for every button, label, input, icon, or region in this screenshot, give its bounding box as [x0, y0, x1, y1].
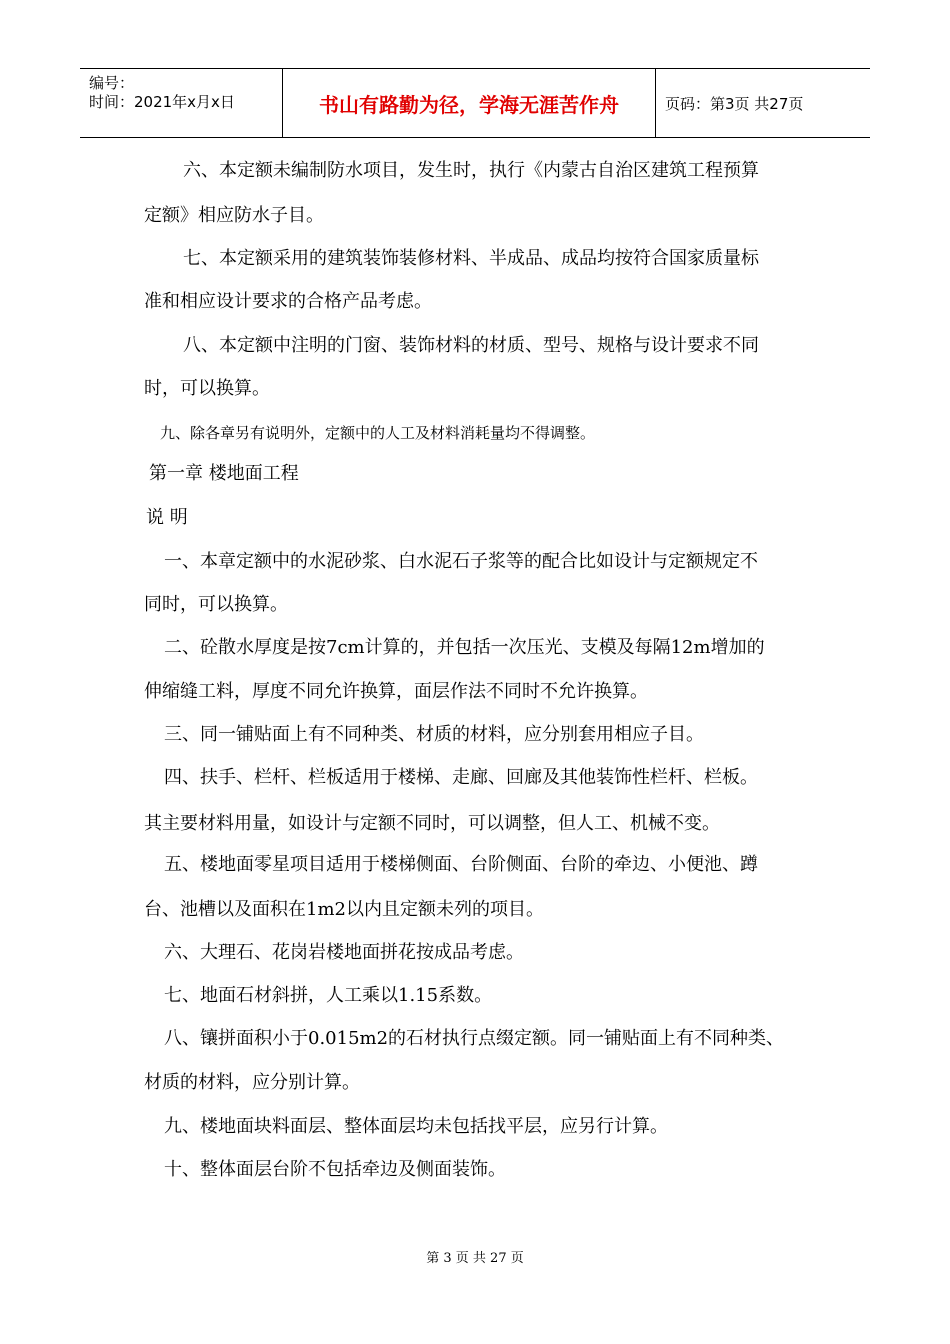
paragraph-line: 九、除各章另有说明外，定额中的人工及材料消耗量均不得调整。 [160, 424, 596, 442]
paragraph-line: 八、本定额中注明的门窗、装饰材料的材质、型号、规格与设计要求不同 [183, 335, 759, 356]
paragraph-line: 六、本定额未编制防水项目，发生时，执行《内蒙古自治区建筑工程预算 [183, 160, 759, 181]
chapter-title: 第一章 楼地面工程 [149, 463, 299, 484]
page-footer: 第 3 页 共 27 页 [426, 1251, 524, 1266]
section-heading: 说 明 [146, 507, 188, 528]
paragraph-line: 五、楼地面零星项目适用于楼梯侧面、台阶侧面、台阶的牵边、小便池、蹲 [164, 854, 758, 875]
paragraph-line: 其主要材料用量，如设计与定额不同时，可以调整，但人工、机械不变。 [144, 813, 720, 834]
paragraph-line: 九、楼地面块料面层、整体面层均未包括找平层，应另行计算。 [164, 1116, 668, 1137]
paragraph-line: 七、地面石材斜拼，人工乘以1.15系数。 [164, 985, 493, 1006]
paragraph-line: 八、镶拼面积小于0.015m2的石材执行点缀定额。同一铺贴面上有不同种类、 [164, 1028, 785, 1049]
header-page-cell [656, 69, 870, 137]
page-label: 页码：第3页 共27页 [665, 94, 804, 113]
code-label: 编号： [89, 74, 135, 92]
paragraph-line: 十、整体面层台阶不包括牵边及侧面装饰。 [164, 1159, 506, 1180]
paragraph-line: 四、扶手、栏杆、栏板适用于楼梯、走廊、回廊及其他装饰性栏杆、栏板。 [164, 767, 758, 788]
paragraph-line: 七、本定额采用的建筑装饰装修材料、半成品、成品均按符合国家质量标 [183, 248, 759, 269]
paragraph-line: 六、大理石、花岗岩楼地面拼花按成品考虑。 [164, 942, 524, 963]
date-label: 时间：2021年x月x日 [89, 93, 235, 111]
paragraph-line: 二、砼散水厚度是按7cm计算的，并包括一次压光、支模及每隔12m增加的 [164, 637, 765, 658]
header-motto-cell [282, 69, 656, 137]
page-header [80, 68, 870, 138]
paragraph-line: 台、池槽以及面积在1m2以内且定额未列的项目。 [144, 899, 544, 920]
paragraph-line: 一、本章定额中的水泥砂浆、白水泥石子浆等的配合比如设计与定额规定不 [164, 551, 758, 572]
paragraph-line: 伸缩缝工料，厚度不同允许换算，面层作法不同时不允许换算。 [144, 681, 648, 702]
paragraph-line: 时，可以换算。 [144, 378, 270, 399]
paragraph-line: 定额》相应防水子目。 [144, 205, 324, 226]
paragraph-line: 材质的材料，应分别计算。 [144, 1072, 360, 1093]
paragraph-line: 同时，可以换算。 [144, 594, 288, 615]
paragraph-line: 准和相应设计要求的合格产品考虑。 [144, 291, 432, 312]
motto-text: 书山有路勤为径，学海无涯苦作舟 [319, 92, 619, 117]
paragraph-line: 三、同一铺贴面上有不同种类、材质的材料，应分别套用相应子目。 [164, 724, 704, 745]
header-meta [80, 69, 282, 137]
